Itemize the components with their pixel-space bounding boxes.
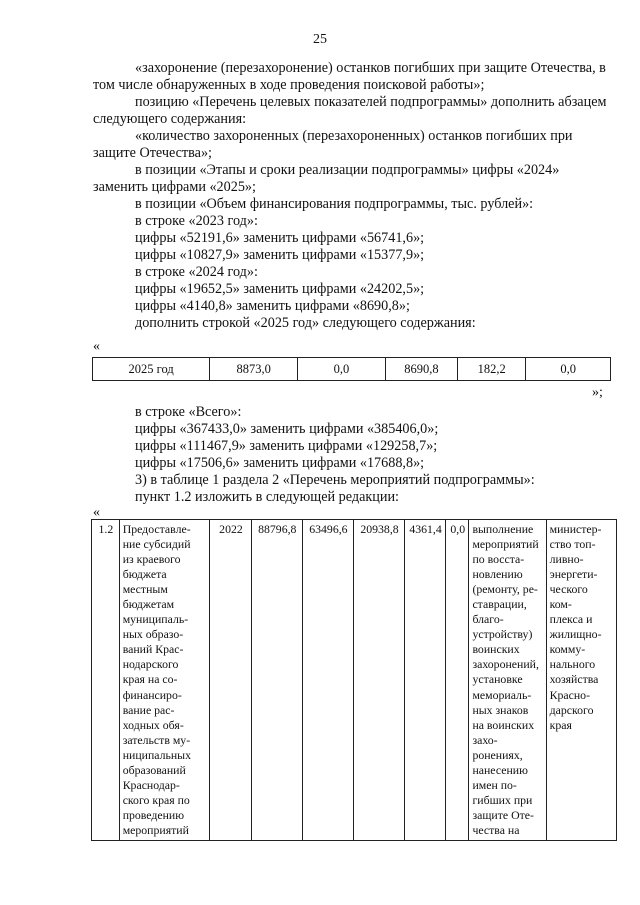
line-replace-6: цифры «111467,9» заменить цифрами «129258,7»; (135, 438, 438, 454)
line-row-2024: в строке «2024 год»: (135, 264, 258, 280)
line-replace-5: цифры «367433,0» заменить цифрами «385406,0»; (135, 421, 439, 437)
table-cell: 182,2 (458, 358, 526, 381)
table-cell-executor: министер- ство топ- ливно- энергети- ческого ком- плекса и жилищно- комму- нального хозяйства Красно- дарского края (546, 520, 616, 841)
line-row-2023: в строке «2023 год»: (135, 213, 258, 229)
line-add-row-2025: дополнить строкой «2025 год» следующего содержания: (135, 315, 476, 331)
table-cell-other: 0,0 (446, 520, 469, 841)
measures-table (91, 519, 617, 841)
table-row (93, 358, 611, 381)
table-cell: 8873,0 (210, 358, 298, 381)
paragraph-burial: «захоронение (перезахоронение) останков погибших при защите Отечества, в том числе обнаруженных в ходе проведения поисковой работы»; (93, 60, 606, 93)
line-financing-volume: в позиции «Объем финансирования подпрограммы, тыс. рублей»: (135, 196, 534, 212)
line-table-section: 3) в таблице 1 раздела 2 «Перечень мероприятий подпрограммы»: (135, 472, 535, 488)
table-row (92, 520, 617, 841)
quote-open-1: « (93, 339, 100, 354)
page-number: 25 (313, 32, 327, 47)
paragraph-stages: в позиции «Этапы и сроки реализации подпрограммы» цифры «2024» заменить цифрами «2025»; (93, 162, 560, 195)
table-cell: 0,0 (526, 358, 611, 381)
table-cell-year: 2022 (210, 520, 252, 841)
line-replace-1: цифры «52191,6» заменить цифрами «56741,6»; (135, 230, 425, 246)
line-replace-3: цифры «19652,5» заменить цифрами «24202,5»; (135, 281, 425, 297)
table-cell: 0,0 (298, 358, 386, 381)
table-cell-year: 2025 год (93, 358, 210, 381)
quote-open-2: « (93, 505, 100, 520)
line-replace-2: цифры «10827,9» заменить цифрами «15377,9»; (135, 247, 425, 263)
paragraph-indicators: позицию «Перечень целевых показателей подпрограммы» дополнить абзацем следующего содержания: (93, 94, 607, 127)
table-cell-measure-name: Предоставле- ние субсидий из краевого бюджета местным бюджетам муниципаль- ных образо- ваний Крас- нодарского края на со- финансиро- вание рас- ходных обя- зательств му- ниципальных образований Краснодар- ского края по проведению мероприятий (119, 520, 210, 841)
table-cell-local: 4361,4 (405, 520, 446, 841)
table-cell-total: 88796,8 (251, 520, 302, 841)
table-cell-number: 1.2 (92, 520, 120, 841)
line-row-total: в строке «Всего»: (135, 404, 242, 420)
table-cell-regional: 20938,8 (353, 520, 404, 841)
line-replace-7: цифры «17506,6» заменить цифрами «17688,8»; (135, 455, 425, 471)
table-cell: 8690,8 (385, 358, 457, 381)
table-cell-federal: 63496,6 (302, 520, 353, 841)
table-cell-result: выполнение мероприятий по восста- новлению (ремонту, ре- ставрации, благо- устройству) воинских захоронений, установке мемориаль- ных знаков на воинских захо- ронениях, нанесению имен по- гибших при защите Оте- чества на (469, 520, 546, 841)
paragraph-quantity: «количество захороненных (перезахороненных) останков погибших при защите Отечества»; (93, 128, 573, 161)
financing-table (92, 357, 611, 381)
line-point-1-2: пункт 1.2 изложить в следующей редакции: (135, 489, 399, 505)
quote-close: »; (592, 385, 603, 400)
line-replace-4: цифры «4140,8» заменить цифрами «8690,8»; (135, 298, 410, 314)
